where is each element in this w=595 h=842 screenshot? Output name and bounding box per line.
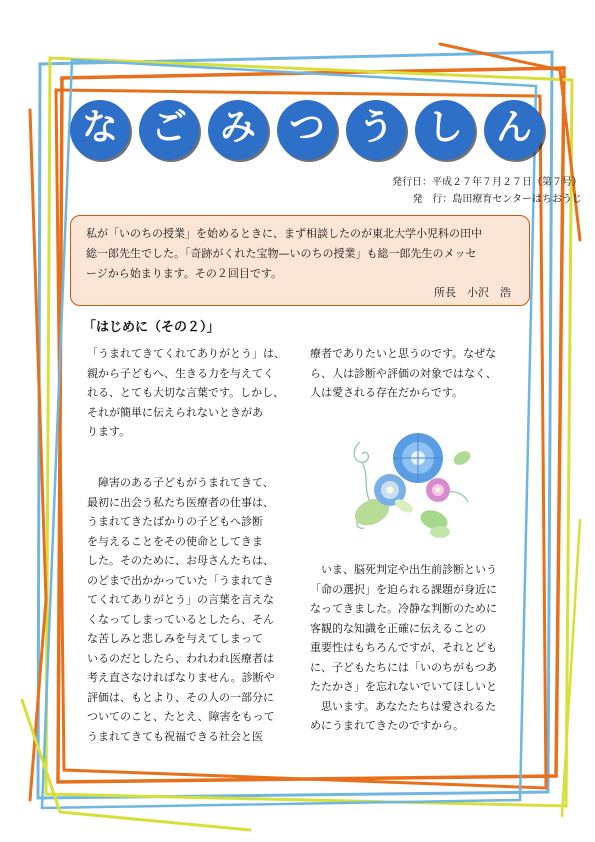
text-line: めにうまれてきたのですから。 [310,719,464,732]
text-line: なってきました。冷静な判断のために [310,602,497,615]
right-column-top [310,344,530,403]
text-line: それが簡単に伝えられないときがあ [87,405,263,419]
text-line: 最初に出会う私たち医療者の仕事は、 [87,495,274,509]
morning-glory-icon [342,428,482,540]
intro-message-box [70,215,530,306]
right-column-bottom [310,560,530,736]
title-char: つ [277,100,337,160]
newsletter-title [70,100,550,164]
text-line: うまれてきたばかりの子どもへ診断 [87,515,263,528]
issue-publisher: 発 行：島田療育センターはちおうじ [412,194,582,205]
text-line: ります。 [87,425,131,438]
text-line: 療者でありたいと思うのです。なぜな [310,347,497,360]
text-line: てくれてありがとう」の言葉を言えな [87,593,274,606]
title-char: し [415,100,475,160]
text-line: 人は愛される存在だからです。 [310,386,464,399]
signature: 所長 小沢 浩 [434,286,511,299]
text-line: 重要性はもちろんですが、それとども [310,641,497,654]
section-heading: 「はじめに（その２）」 [83,320,220,335]
title-char: な [70,100,130,160]
text-line: した。そのために、お母さんたちは、 [87,554,274,567]
text-line: 客観的な知識を正確に伝えることの [310,621,486,635]
text-line: 「うまれてきてくれてありがとう」は、 [87,347,285,360]
text-line: に、子どもたちには「いのちがもつあ [310,660,497,674]
text-line: くなってしまっているとしたら、そん [87,612,274,626]
left-column [87,344,302,746]
text-line: 評価は、もとより、その人の一部分に [87,690,274,704]
text-line: いま、脳死判定や出生前診断という [310,563,497,576]
text-line: れる、とても大切な言葉です。しかし、 [87,386,285,399]
text-line: 「命の選択」を迫られる課題が身近に [310,582,497,596]
title-char: ん [484,100,544,160]
text-line: ら、人は診断や評価の対象ではなく、 [310,366,497,380]
text-line: を与えることをその使命としてきま [87,534,263,548]
text-line: 障害のある子どもがうまれてきて、 [87,476,274,489]
text-line: うまれてきても祝福できる社会と医 [87,729,263,743]
text-line: 親から子どもへ、生きる力を与えてく [87,366,274,380]
title-char: う [346,100,406,160]
text-line: のどまで出かかっていた「うまれてき [87,573,274,587]
text-line: な苦しみと悲しみを与えてしまって [87,632,263,645]
title-char: ご [139,100,199,160]
text-line: 思います。あなたたちは愛されるた [310,699,497,713]
intro-message: 私が「いのちの授業」を始めるときに、まず相談したのが東北大学小児科の田中 総一郎先生でした。「奇跡がくれた宝物—いのちの授業」も総一郎先生のメッセ ージから始まります。その２回目です。 [86,227,482,280]
text-line: ついてのこと、たとえ、障害をもって [87,710,275,723]
text-line: たたかさ」を忘れないでいてほしいと [310,680,497,693]
issue-date: 発行日：平成２７年７月２７日（第７号） [392,177,582,188]
text-line: 考え直さなければなりません。診断や [87,671,275,684]
text-line: いるのだとしたら、われわれ医療者は [87,651,274,665]
title-char: み [208,100,268,160]
